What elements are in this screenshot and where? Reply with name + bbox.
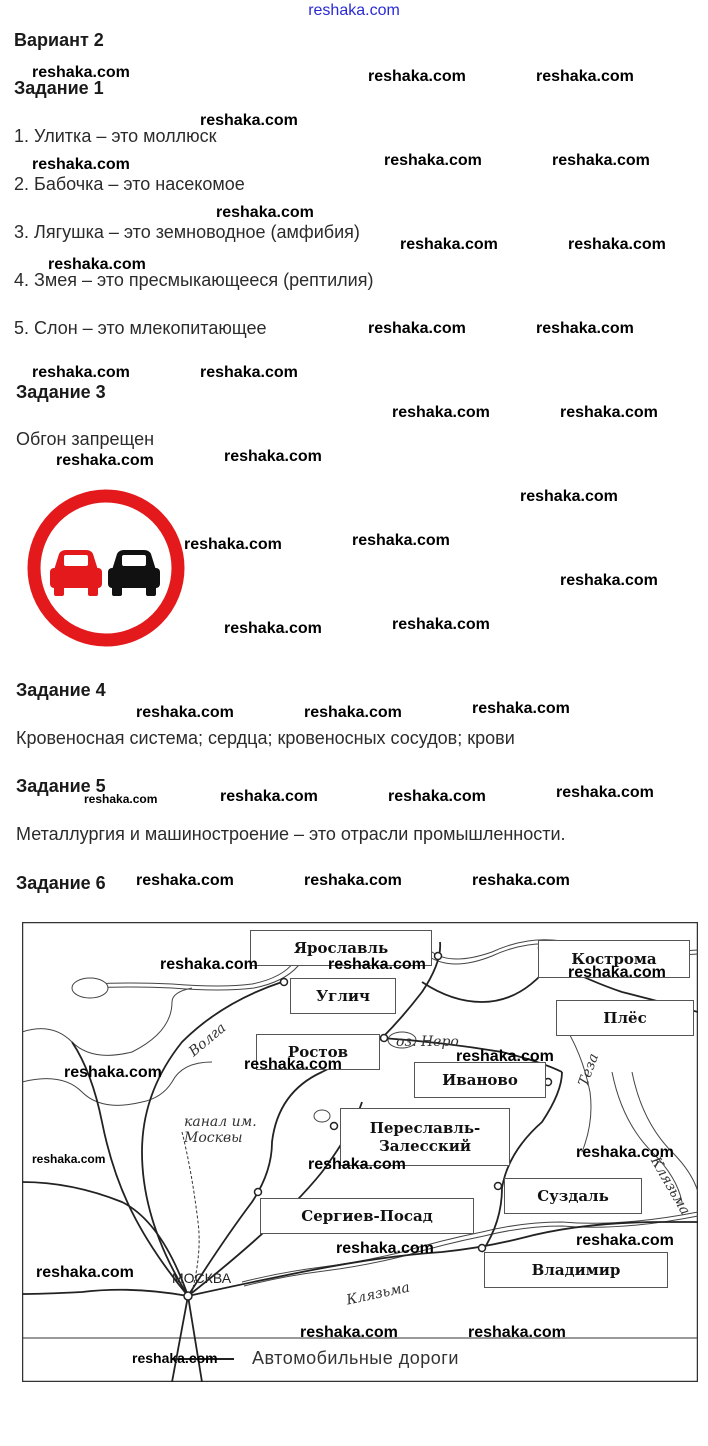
task6-heading: Задание 6 bbox=[16, 873, 106, 893]
watermark[interactable]: reshaka.com bbox=[304, 704, 402, 721]
volga-label: Волга bbox=[185, 1020, 230, 1060]
watermark[interactable]: reshaka.com bbox=[308, 1156, 406, 1173]
watermark[interactable]: reshaka.com bbox=[368, 68, 466, 85]
watermark[interactable]: reshaka.com bbox=[32, 1152, 106, 1166]
watermark[interactable]: reshaka.com bbox=[392, 616, 490, 633]
no-overtaking-sign bbox=[26, 488, 186, 648]
watermark[interactable]: reshaka.com bbox=[224, 620, 322, 637]
watermark[interactable]: reshaka.com bbox=[536, 320, 634, 337]
watermark[interactable]: reshaka.com bbox=[456, 1048, 554, 1065]
watermark[interactable]: reshaka.com bbox=[536, 68, 634, 85]
task4-answer: Кровеносная система; сердца; кровеносных сосудов; крови bbox=[16, 728, 515, 748]
city-yaroslavl: Ярославль bbox=[250, 930, 432, 966]
task1-heading: Задание 1 bbox=[14, 78, 104, 98]
city-rostov: Ростов bbox=[256, 1034, 380, 1070]
watermark[interactable]: reshaka.com bbox=[136, 872, 234, 889]
watermark[interactable]: reshaka.com bbox=[244, 1056, 342, 1073]
watermark[interactable]: reshaka.com bbox=[132, 1350, 218, 1366]
moscow-canal-label: канал им. Москвы bbox=[184, 1114, 257, 1146]
watermark[interactable]: reshaka.com bbox=[328, 956, 426, 973]
watermark[interactable]: reshaka.com bbox=[560, 572, 658, 589]
task1-item-5: 5. Слон – это млекопитающее bbox=[14, 318, 267, 338]
watermark[interactable]: reshaka.com bbox=[220, 788, 318, 805]
watermark[interactable]: reshaka.com bbox=[32, 156, 130, 173]
city-kostroma: Кострома bbox=[538, 940, 690, 978]
task4-heading: Задание 4 bbox=[16, 680, 106, 700]
watermark[interactable]: reshaka.com bbox=[368, 320, 466, 337]
watermark[interactable]: reshaka.com bbox=[392, 404, 490, 421]
moscow-label: МОСКВА bbox=[172, 1270, 232, 1286]
watermark[interactable]: reshaka.com bbox=[352, 532, 450, 549]
top-watermark[interactable]: reshaka.com bbox=[308, 2, 400, 19]
city-sergiev-posad: Сергиев-Посад bbox=[260, 1198, 474, 1234]
klyazma-label-1: Клязьма bbox=[345, 1279, 412, 1309]
watermark[interactable]: reshaka.com bbox=[56, 452, 154, 469]
watermark[interactable]: reshaka.com bbox=[300, 1324, 398, 1341]
watermark[interactable]: reshaka.com bbox=[576, 1144, 674, 1161]
watermark[interactable]: reshaka.com bbox=[472, 872, 570, 889]
city-pereslavl-zalessky: Переславль- Залесский bbox=[340, 1108, 510, 1166]
lake-nero-label: оз. Неро bbox=[396, 1034, 459, 1050]
city-ples: Плёс bbox=[556, 1000, 694, 1036]
watermark[interactable]: reshaka.com bbox=[36, 1264, 134, 1281]
teza-label: Теза bbox=[575, 1051, 603, 1089]
city-ivanovo: Иваново bbox=[414, 1062, 546, 1098]
watermark[interactable]: reshaka.com bbox=[576, 1232, 674, 1249]
watermark[interactable]: reshaka.com bbox=[468, 1324, 566, 1341]
watermark[interactable]: reshaka.com bbox=[224, 448, 322, 465]
task5-answer: Металлургия и машиностроение – это отрасли промышленности. bbox=[16, 824, 566, 844]
watermark[interactable]: reshaka.com bbox=[64, 1064, 162, 1081]
watermark[interactable]: reshaka.com bbox=[472, 700, 570, 717]
task1-item-4: 4. Змея – это пресмыкающееся (рептилия) bbox=[14, 270, 374, 290]
watermark[interactable]: reshaka.com bbox=[84, 792, 158, 806]
city-uglich: Углич bbox=[290, 978, 396, 1014]
watermark[interactable]: reshaka.com bbox=[32, 64, 130, 81]
task1-item-1: 1. Улитка – это моллюск bbox=[14, 126, 217, 146]
watermark[interactable]: reshaka.com bbox=[568, 964, 666, 981]
task1-item-3: 3. Лягушка – это земноводное (амфибия) bbox=[14, 222, 360, 242]
watermark[interactable]: reshaka.com bbox=[160, 956, 258, 973]
city-vladimir: Владимир bbox=[484, 1252, 668, 1288]
watermark[interactable]: reshaka.com bbox=[568, 236, 666, 253]
watermark[interactable]: reshaka.com bbox=[400, 236, 498, 253]
watermark[interactable]: reshaka.com bbox=[384, 152, 482, 169]
watermark[interactable]: reshaka.com bbox=[336, 1240, 434, 1257]
watermark[interactable]: reshaka.com bbox=[552, 152, 650, 169]
watermark[interactable]: reshaka.com bbox=[388, 788, 486, 805]
city-suzdal: Суздаль bbox=[504, 1178, 642, 1214]
task3-answer: Обгон запрещен bbox=[16, 429, 155, 449]
watermark[interactable]: reshaka.com bbox=[136, 704, 234, 721]
watermark[interactable]: reshaka.com bbox=[184, 536, 282, 553]
task1-item-2: 2. Бабочка – это насекомое bbox=[14, 174, 245, 194]
variant-heading: Вариант 2 bbox=[14, 30, 104, 50]
watermark[interactable]: reshaka.com bbox=[520, 488, 618, 505]
watermark[interactable]: reshaka.com bbox=[200, 364, 298, 381]
map-legend-text: Автомобильные дороги bbox=[252, 1348, 459, 1368]
watermark[interactable]: reshaka.com bbox=[560, 404, 658, 421]
watermark[interactable]: reshaka.com bbox=[216, 204, 314, 221]
watermark[interactable]: reshaka.com bbox=[48, 256, 146, 273]
task5-heading: Задание 5 bbox=[16, 776, 106, 796]
watermark[interactable]: reshaka.com bbox=[200, 112, 298, 129]
klyazma-label-2: Клязьма bbox=[647, 1154, 694, 1218]
watermark[interactable]: reshaka.com bbox=[304, 872, 402, 889]
watermark[interactable]: reshaka.com bbox=[556, 784, 654, 801]
watermark[interactable]: reshaka.com bbox=[32, 364, 130, 381]
task3-heading: Задание 3 bbox=[16, 382, 106, 402]
